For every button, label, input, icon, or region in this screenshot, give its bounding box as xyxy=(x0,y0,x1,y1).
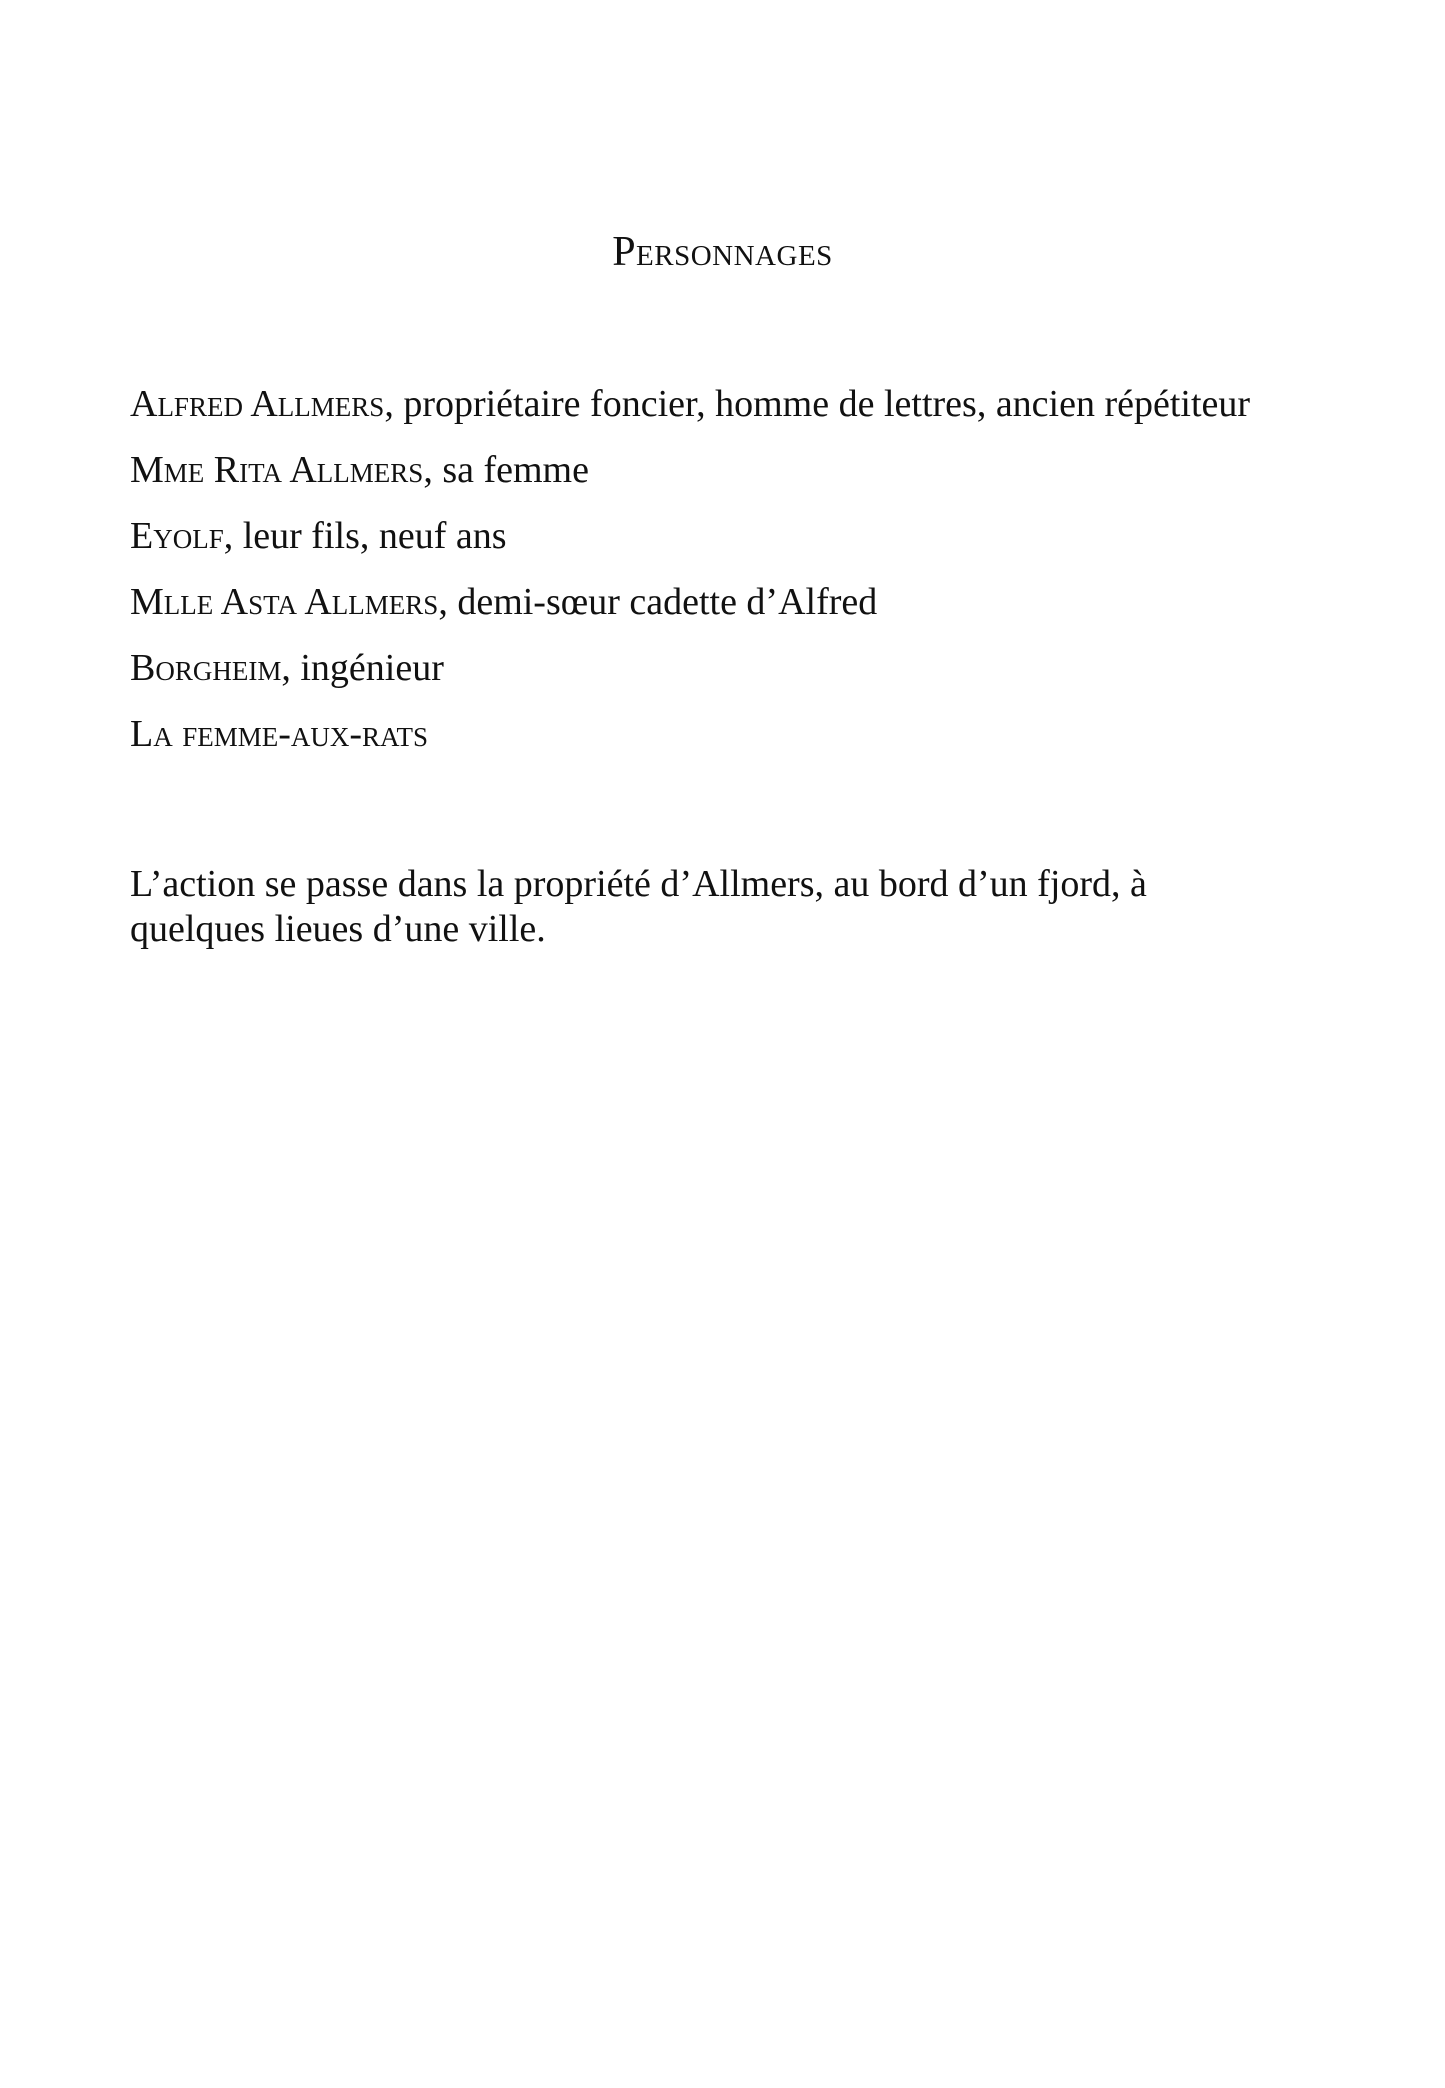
character-name: Eyolf xyxy=(130,515,224,557)
character-description: , demi-sœur cadette d’Alfred xyxy=(438,581,878,623)
character-list xyxy=(130,382,1280,778)
list-item xyxy=(130,646,1280,691)
list-item xyxy=(130,382,1280,427)
list-item xyxy=(130,514,1280,559)
setting-paragraph: L’action se passe dans la propriété d’Allmers, au bord d’un fjord, à quelques lieues d’une ville. xyxy=(130,863,1147,950)
page-title: Personnages xyxy=(612,229,833,275)
character-name: La femme-aux-rats xyxy=(130,713,429,755)
character-name: Borgheim xyxy=(130,647,282,689)
character-description: , sa femme xyxy=(423,449,589,491)
character-name: Alfred Allmers xyxy=(130,383,385,425)
character-description: , propriétaire foncier, homme de lettres, ancien répétiteur xyxy=(384,383,1251,425)
character-description: , leur fils, neuf ans xyxy=(223,515,507,557)
character-name: Mlle Asta Allmers xyxy=(130,581,439,623)
list-item xyxy=(130,712,1280,757)
list-item xyxy=(130,580,1280,625)
character-name: Mme Rita Allmers xyxy=(130,449,424,491)
list-item xyxy=(130,448,1280,493)
character-description: , ingénieur xyxy=(281,647,444,689)
